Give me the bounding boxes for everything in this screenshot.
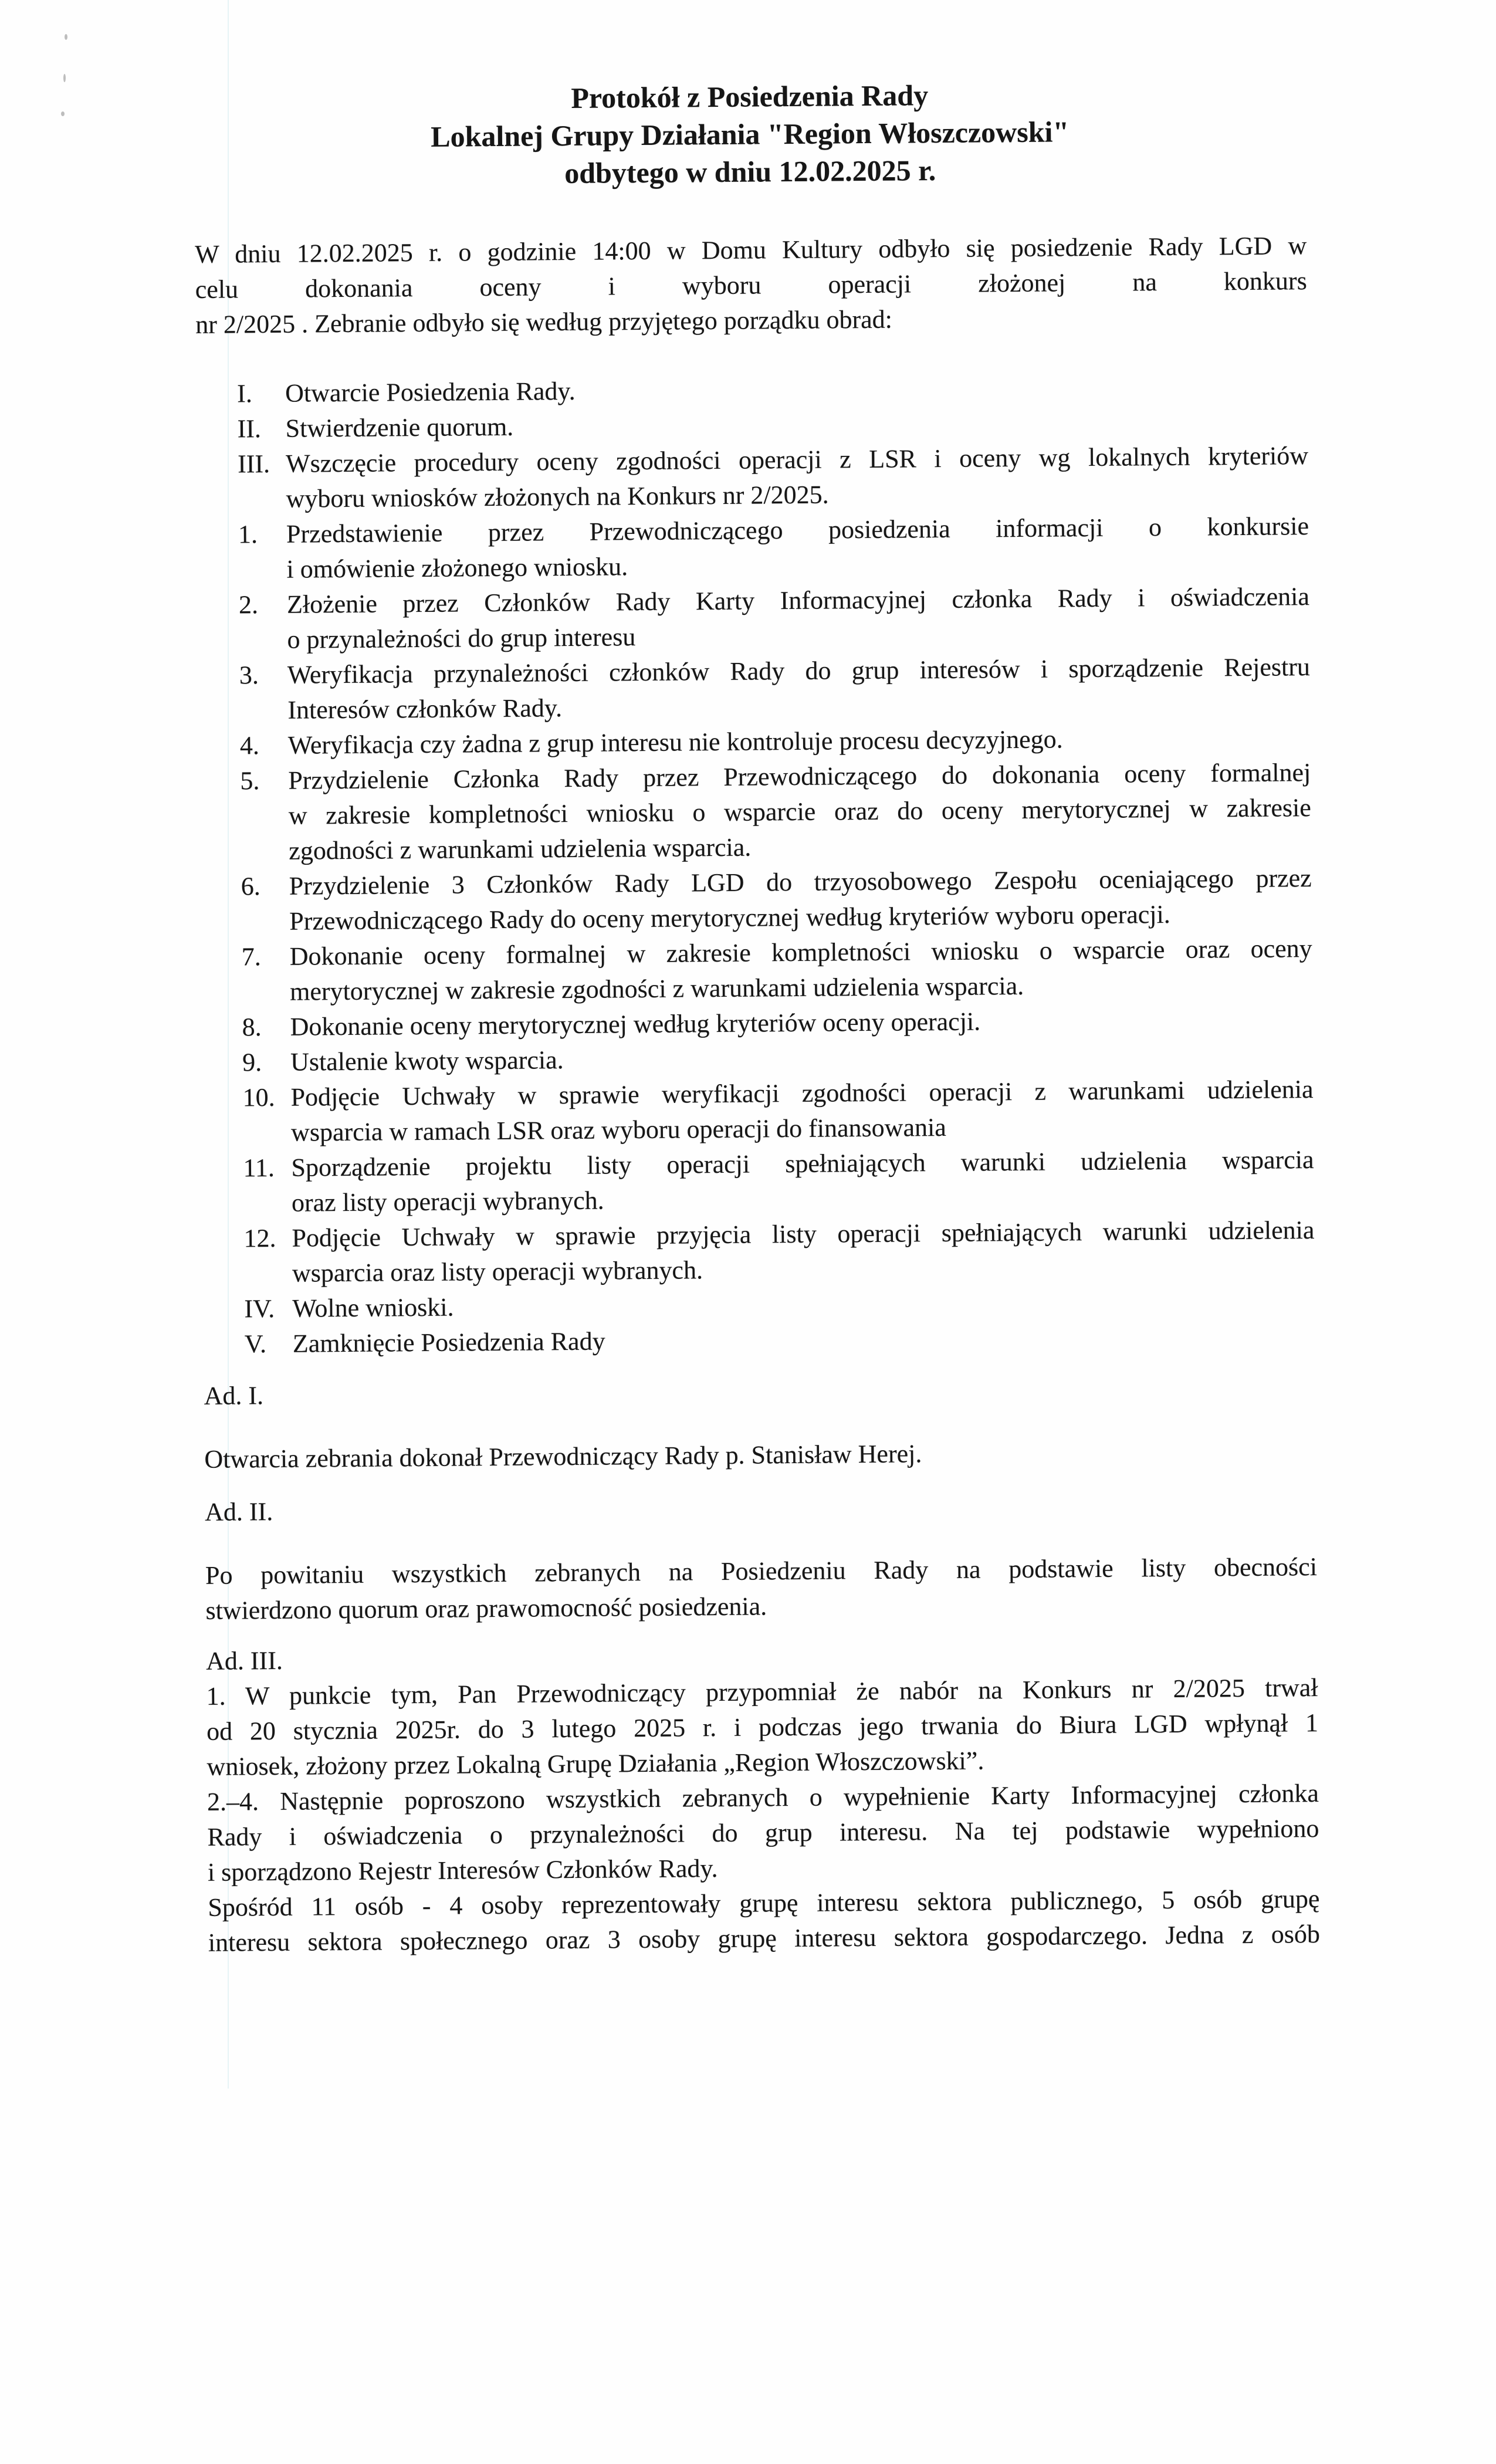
section-paragraph-ad-1 — [204, 1433, 1316, 1477]
scan-artifact-speck — [61, 111, 65, 116]
text-line: wsparcia w ramach LSR oraz wyboru operacji do finansowania — [290, 1112, 946, 1147]
text-line: Ustalenie kwoty wsparcia. — [290, 1045, 564, 1077]
section-heading-ad-3: Ad. III. — [205, 1646, 283, 1676]
agenda-item-text — [287, 579, 1310, 658]
agenda-marker: 6. — [241, 872, 260, 901]
text-line: w zakresie kompletności wniosku o wsparcie oraz do oceny merytorycznej w zakresie — [288, 793, 1311, 830]
text-line: celu dokonania oceny i wyboru operacji złożonej na konkurs — [195, 266, 1307, 304]
text-line: Stwierdzenie quorum. — [285, 412, 514, 443]
agenda-item-text — [289, 931, 1312, 1010]
agenda-marker: V. — [244, 1329, 267, 1359]
section-heading-ad-2: Ad. II. — [204, 1497, 273, 1527]
section-paragraph-ad-3 — [206, 1670, 1320, 1961]
agenda-item — [239, 579, 1310, 658]
agenda-item — [240, 755, 1311, 869]
agenda-marker: 5. — [240, 766, 260, 796]
text-line: Przydzielenie 3 Członków Rady LGD do trzyosobowego Zespołu oceniającego przez — [289, 864, 1312, 901]
text-line: Przedstawienie przez Przewodniczącego posiedzenia informacji o konkursie — [286, 512, 1309, 549]
text-line: oraz listy operacji wybranych. — [291, 1186, 604, 1217]
text-line: Rady i oświadczenia o przynależności do grup interesu. Na tej podstawie wypełniono — [207, 1814, 1319, 1852]
text-line: 1. W punkcie tym, Pan Przewodniczący przypomniał że nabór na Konkurs nr 2/2025 trwał — [206, 1673, 1318, 1711]
agenda-marker: II. — [237, 414, 262, 444]
agenda-marker: 4. — [239, 731, 260, 760]
agenda-item — [242, 1072, 1314, 1150]
agenda-marker: 8. — [242, 1013, 262, 1042]
agenda-list — [237, 368, 1315, 1362]
text-line: Otwarcie Posiedzenia Rady. — [285, 376, 576, 408]
section-paragraph-ad-2 — [205, 1549, 1318, 1629]
agenda-item — [238, 438, 1309, 517]
agenda-item — [241, 931, 1312, 1010]
agenda-item-text — [286, 438, 1309, 517]
agenda-item — [243, 1213, 1315, 1291]
agenda-item-text — [290, 1072, 1314, 1150]
agenda-item-text — [289, 861, 1312, 939]
text-line: Przewodniczącego Rady do oceny merytorycznej według kryteriów wyboru operacji. — [289, 899, 1170, 936]
scan-artifact-speck — [63, 74, 66, 82]
intro-paragraph — [195, 228, 1307, 343]
agenda-marker: 9. — [242, 1048, 262, 1077]
agenda-item-text — [292, 1213, 1315, 1291]
agenda-item — [238, 509, 1309, 587]
text-line: odbytego w dniu 12.02.2025 r. — [564, 154, 936, 190]
text-line: Weryfikacja przynależności członków Rady do grup interesów i sporządzenie Rejestru — [287, 652, 1311, 689]
text-line: Otwarcia zebrania dokonał Przewodniczący Rady p. Stanisław Herej. — [204, 1439, 922, 1474]
text-line: interesu sektora społecznego oraz 3 osoby grupę interesu sektora gospodarczego. Jedna z osób — [208, 1920, 1321, 1957]
agenda-item — [243, 1142, 1314, 1221]
agenda-marker: 10. — [242, 1082, 275, 1112]
text-line: Interesów członków Rady. — [287, 693, 563, 725]
text-line: o przynależności do grup interesu — [287, 622, 636, 654]
agenda-item — [241, 861, 1312, 939]
agenda-item-text — [291, 1142, 1314, 1221]
text-line: wyboru wniosków złożonych na Konkurs nr 2/2025. — [286, 480, 829, 513]
text-line: i omówienie złożonego wniosku. — [286, 552, 628, 584]
text-line: Podjęcie Uchwały w sprawie przyjęcia listy operacji spełniających warunki udzielenia — [292, 1216, 1315, 1253]
text-line: Dokonanie oceny merytorycznej według kryteriów oceny operacji. — [290, 1007, 981, 1041]
scan-artifact-speck — [65, 34, 67, 40]
text-line: Złożenie przez Członków Rady Karty Informacyjnej członka Rady i oświadczenia — [286, 582, 1310, 619]
text-line: Lokalnej Grupy Działania "Region Włoszczowski" — [431, 115, 1069, 153]
agenda-marker: 2. — [238, 590, 259, 620]
text-line: Po powitaniu wszystkich zebranych na Posiedzeniu Rady na podstawie listy obecności — [205, 1552, 1318, 1590]
agenda-marker: 12. — [243, 1223, 276, 1253]
text-line: Spośród 11 osób - 4 osoby reprezentowały grupę interesu sektora publicznego, 5 osób grupę — [208, 1884, 1320, 1922]
text-line: i sporządzono Rejestr Interesów Członków Rady. — [207, 1854, 718, 1887]
text-line: Wszczęcie procedury oceny zgodności operacji z LSR i oceny wg lokalnych kryteriów — [285, 441, 1309, 478]
agenda-marker: 3. — [239, 661, 259, 690]
text-line: Wolne wnioski. — [292, 1292, 454, 1323]
text-line: nr 2/2025 . Zebranie odbyło się według przyjętego porządku obrad: — [195, 304, 893, 339]
agenda-item-text — [293, 1318, 1315, 1362]
text-line: Protokół z Posiedzenia Rady — [571, 79, 929, 114]
text-line: W dniu 12.02.2025 r. o godzinie 14:00 w Domu Kultury odbyło się posiedzenie Rady LGD w — [195, 231, 1307, 269]
agenda-item — [239, 649, 1311, 728]
text-line: Weryfikacja czy żadna z grup interesu nie kontroluje procesu decyzyjnego. — [287, 725, 1063, 760]
text-line: wniosek, złożony przez Lokalną Grupę Działania „Region Włoszczowski”. — [207, 1746, 984, 1781]
text-line: stwierdzono quorum oraz prawomocność posiedzenia. — [205, 1592, 767, 1625]
text-line: od 20 stycznia 2025r. do 3 lutego 2025 r. i podczas jego trwania do Biura LGD wpłynął 1 — [206, 1708, 1319, 1746]
text-line: wsparcia oraz listy operacji wybranych. — [292, 1255, 703, 1288]
agenda-item-text — [286, 509, 1309, 587]
text-line: merytorycznej w zakresie zgodności z warunkami udzielenia wsparcia. — [289, 971, 1024, 1006]
agenda-item-text — [287, 649, 1311, 728]
agenda-marker: 7. — [241, 942, 261, 972]
text-line: Dokonanie oceny formalnej w zakresie kompletności wniosku o wsparcie oraz oceny — [289, 934, 1312, 971]
text-line: Przydzielenie Członka Rady przez Przewodniczącego do dokonania oceny formalnej — [288, 758, 1311, 795]
agenda-marker: III. — [237, 449, 270, 479]
text-line: Zamknięcie Posiedzenia Rady — [292, 1326, 605, 1358]
document-title — [194, 73, 1306, 195]
agenda-marker: I. — [236, 379, 253, 408]
agenda-item-text — [288, 755, 1311, 869]
document-content — [194, 73, 1320, 1961]
text-line: zgodności z warunkami udzielenia wsparcia. — [289, 832, 752, 865]
text-line: Podjęcie Uchwały w sprawie weryfikacji zgodności operacji z warunkami udzielenia — [290, 1075, 1314, 1112]
agenda-marker: 11. — [243, 1153, 275, 1183]
agenda-marker: 1. — [238, 520, 258, 549]
section-heading-ad-1: Ad. I. — [204, 1381, 264, 1410]
agenda-marker: IV. — [244, 1294, 275, 1324]
text-line: Sporządzenie projektu listy operacji spełniających warunki udzielenia wsparcia — [291, 1145, 1314, 1182]
text-line: 2.–4. Następnie poproszono wszystkich zebranych o wypełnienie Karty Informacyjnej członka — [207, 1779, 1319, 1816]
